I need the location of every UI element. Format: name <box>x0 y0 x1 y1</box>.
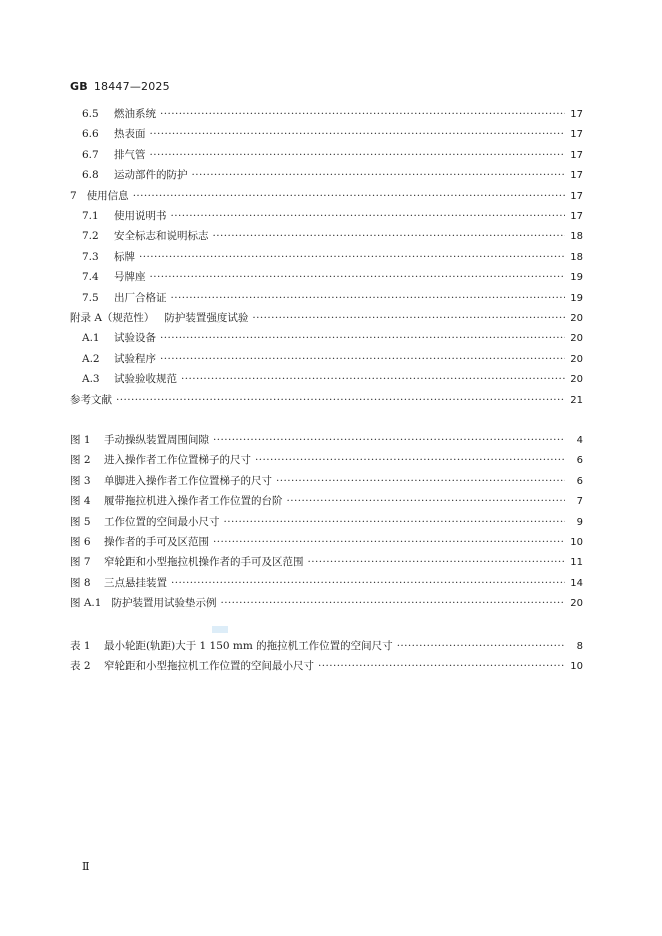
leader-dots <box>150 126 566 142</box>
leader-dots <box>160 330 565 346</box>
toc-entry-number: A.3 <box>82 373 100 386</box>
leader-dots <box>150 147 566 163</box>
toc-entry-page: 17 <box>570 170 583 182</box>
leader-dots <box>160 106 565 122</box>
toc-entry[interactable] <box>82 249 583 265</box>
toc-entry-number: A.2 <box>82 352 100 365</box>
toc-entry-title: 使用说明书 <box>114 210 167 222</box>
figure-entry-number: 图 6 <box>70 536 91 548</box>
leader-dots <box>276 473 565 489</box>
figure-entry-number: 图 2 <box>70 454 91 467</box>
leader-dots <box>160 351 565 367</box>
toc-entry-page: 18 <box>570 251 583 263</box>
toc-entry[interactable] <box>82 208 583 224</box>
toc-entry[interactable] <box>70 310 583 326</box>
figure-entry-page: 20 <box>570 598 583 610</box>
table-entry[interactable] <box>70 638 583 654</box>
leader-dots <box>171 290 566 306</box>
toc-entry[interactable] <box>82 330 583 346</box>
toc-entry-page: 17 <box>570 129 583 141</box>
figure-entry[interactable] <box>70 575 583 591</box>
figure-entry-page: 6 <box>576 475 583 487</box>
toc-entry-title: 标牌 <box>114 250 135 263</box>
table-entry-page: 10 <box>570 661 583 673</box>
leader-dots <box>192 167 566 183</box>
figure-entry-number: 图 4 <box>70 495 91 508</box>
toc-entry-title: 热表面 <box>114 128 146 141</box>
toc-entry-number: 7.1 <box>82 210 99 222</box>
toc-entry[interactable] <box>70 392 583 408</box>
figure-entry-title: 进入操作者工作位置梯子的尺寸 <box>104 454 251 467</box>
leader-dots <box>150 269 566 285</box>
toc-entry[interactable] <box>82 269 583 285</box>
table-entry-page: 8 <box>576 641 583 652</box>
toc-entry-page: 19 <box>570 272 583 284</box>
toc-entry-number: 参考文献 <box>70 393 112 406</box>
standard-code: GB <box>70 80 88 93</box>
toc-entry-page: 19 <box>570 292 583 304</box>
toc-entry-title: 出厂合格证 <box>114 291 167 304</box>
leader-dots <box>287 493 566 509</box>
toc-entry-page: 21 <box>570 394 583 406</box>
figure-entry-number: 图 7 <box>70 556 91 569</box>
table-entry-number: 表 2 <box>70 660 91 673</box>
toc-entry-title: 安全标志和说明标志 <box>114 230 209 243</box>
toc-entry-number: 7.3 <box>82 250 99 263</box>
toc-entry-number: 7.4 <box>82 271 99 284</box>
toc-entry-page: 20 <box>570 313 583 324</box>
figure-entry-page: 6 <box>576 455 583 467</box>
figure-entry-page: 7 <box>576 496 583 508</box>
standard-number: 18447—2025 <box>93 80 170 93</box>
leader-dots <box>252 310 565 326</box>
toc-entry-number: 附录 A（规范性） <box>70 312 155 324</box>
toc-entry[interactable] <box>82 147 583 163</box>
toc-entry-page: 17 <box>570 149 583 161</box>
document-header <box>70 80 170 93</box>
figure-entry[interactable] <box>70 473 583 489</box>
table-entry-title: 最小轮距(轨距)大于 1 150 mm 的拖拉机工作位置的空间尺寸 <box>104 640 393 652</box>
toc-entry-title: 使用信息 <box>86 189 129 202</box>
leader-dots <box>318 658 565 674</box>
toc-entry-title: 防护装置强度试验 <box>164 312 249 324</box>
page-number: Ⅱ <box>82 860 90 873</box>
figure-entry[interactable] <box>70 534 583 550</box>
leader-dots <box>397 638 565 654</box>
toc-entry-page: 20 <box>570 374 583 386</box>
toc-entry-title: 试验程序 <box>114 352 156 365</box>
toc-entry-page: 17 <box>570 109 583 120</box>
toc-entry[interactable] <box>82 371 583 387</box>
leader-dots <box>220 595 565 611</box>
leader-dots <box>224 514 566 530</box>
figure-entry[interactable] <box>70 595 583 611</box>
toc-entry-page: 20 <box>570 353 583 365</box>
toc-entry-number: 6.5 <box>82 108 99 120</box>
toc-entry-number: 6.6 <box>82 128 99 141</box>
figure-entry-number: 图 A.1 <box>70 597 102 610</box>
toc-entry-number: 7.5 <box>82 291 99 304</box>
figure-entry[interactable] <box>70 514 583 530</box>
leader-dots <box>213 228 566 244</box>
leader-dots <box>308 554 566 570</box>
toc-entry-number: 6.7 <box>82 148 99 161</box>
leader-dots <box>181 371 565 387</box>
leader-dots <box>133 188 565 204</box>
toc-entry-title: 燃油系统 <box>114 108 156 120</box>
figure-entry[interactable] <box>70 452 583 468</box>
toc-entry-page: 20 <box>570 333 583 345</box>
toc-entry[interactable] <box>82 351 583 367</box>
table-entry-number: 表 1 <box>70 640 91 652</box>
leader-dots <box>116 392 565 408</box>
figure-entry[interactable] <box>70 493 583 509</box>
toc-entry-title: 试验验收规范 <box>114 373 177 386</box>
toc-entry[interactable] <box>82 167 583 183</box>
table-entry-title: 窄轮距和小型拖拉机工作位置的空间最小尺寸 <box>104 660 314 673</box>
leader-dots <box>255 452 565 468</box>
watermark-stamp <box>212 626 228 633</box>
figure-entry-title: 工作位置的空间最小尺寸 <box>104 515 220 528</box>
figure-entry-title: 窄轮距和小型拖拉机操作者的手可及区范围 <box>104 556 304 569</box>
toc-entry[interactable] <box>82 228 583 244</box>
toc-entry[interactable] <box>70 188 583 204</box>
toc-entry-number: 6.8 <box>82 169 99 182</box>
toc-entry-title: 号牌座 <box>114 271 146 284</box>
figure-entry-page: 14 <box>570 577 583 589</box>
figure-entry[interactable] <box>70 432 583 448</box>
toc-entry-title: 试验设备 <box>114 332 156 345</box>
figure-entry-page: 9 <box>576 516 583 528</box>
figure-entry-page: 10 <box>570 537 583 548</box>
toc-entry-number: 7 <box>70 189 77 202</box>
figure-entry-title: 防护装置用试验垫示例 <box>111 597 217 610</box>
figure-entry-number: 图 1 <box>70 434 91 446</box>
leader-dots <box>213 432 565 448</box>
toc-entry[interactable] <box>82 126 583 142</box>
figure-entry-title: 操作者的手可及区范围 <box>104 536 209 548</box>
figure-entry[interactable] <box>70 554 583 570</box>
figure-entry-number: 图 5 <box>70 515 91 528</box>
toc-entry-page: 17 <box>570 190 583 202</box>
toc-entry[interactable] <box>82 290 583 306</box>
toc-entry[interactable] <box>82 106 583 122</box>
figure-entry-page: 11 <box>570 557 583 569</box>
toc-entry-number: 7.2 <box>82 230 99 243</box>
figure-entry-page: 4 <box>576 435 583 446</box>
leader-dots <box>171 575 565 591</box>
figure-entry-title: 三点悬挂装置 <box>104 576 167 589</box>
figure-entry-number: 图 3 <box>70 474 91 487</box>
toc-entry-title: 排气管 <box>114 148 146 161</box>
toc-entry-page: 18 <box>570 231 583 243</box>
leader-dots <box>213 534 565 550</box>
toc-entry-title: 运动部件的防护 <box>114 169 188 182</box>
figure-entry-title: 单脚进入操作者工作位置梯子的尺寸 <box>104 474 272 487</box>
figure-entry-number: 图 8 <box>70 576 91 589</box>
table-entry[interactable] <box>70 658 583 674</box>
leader-dots <box>139 249 565 265</box>
toc-entry-page: 17 <box>570 211 583 222</box>
figure-entry-title: 履带拖拉机进入操作者工作位置的台阶 <box>104 495 283 508</box>
figure-entry-title: 手动操纵装置周围间隙 <box>104 434 209 446</box>
leader-dots <box>171 208 566 224</box>
toc-entry-number: A.1 <box>82 332 100 345</box>
